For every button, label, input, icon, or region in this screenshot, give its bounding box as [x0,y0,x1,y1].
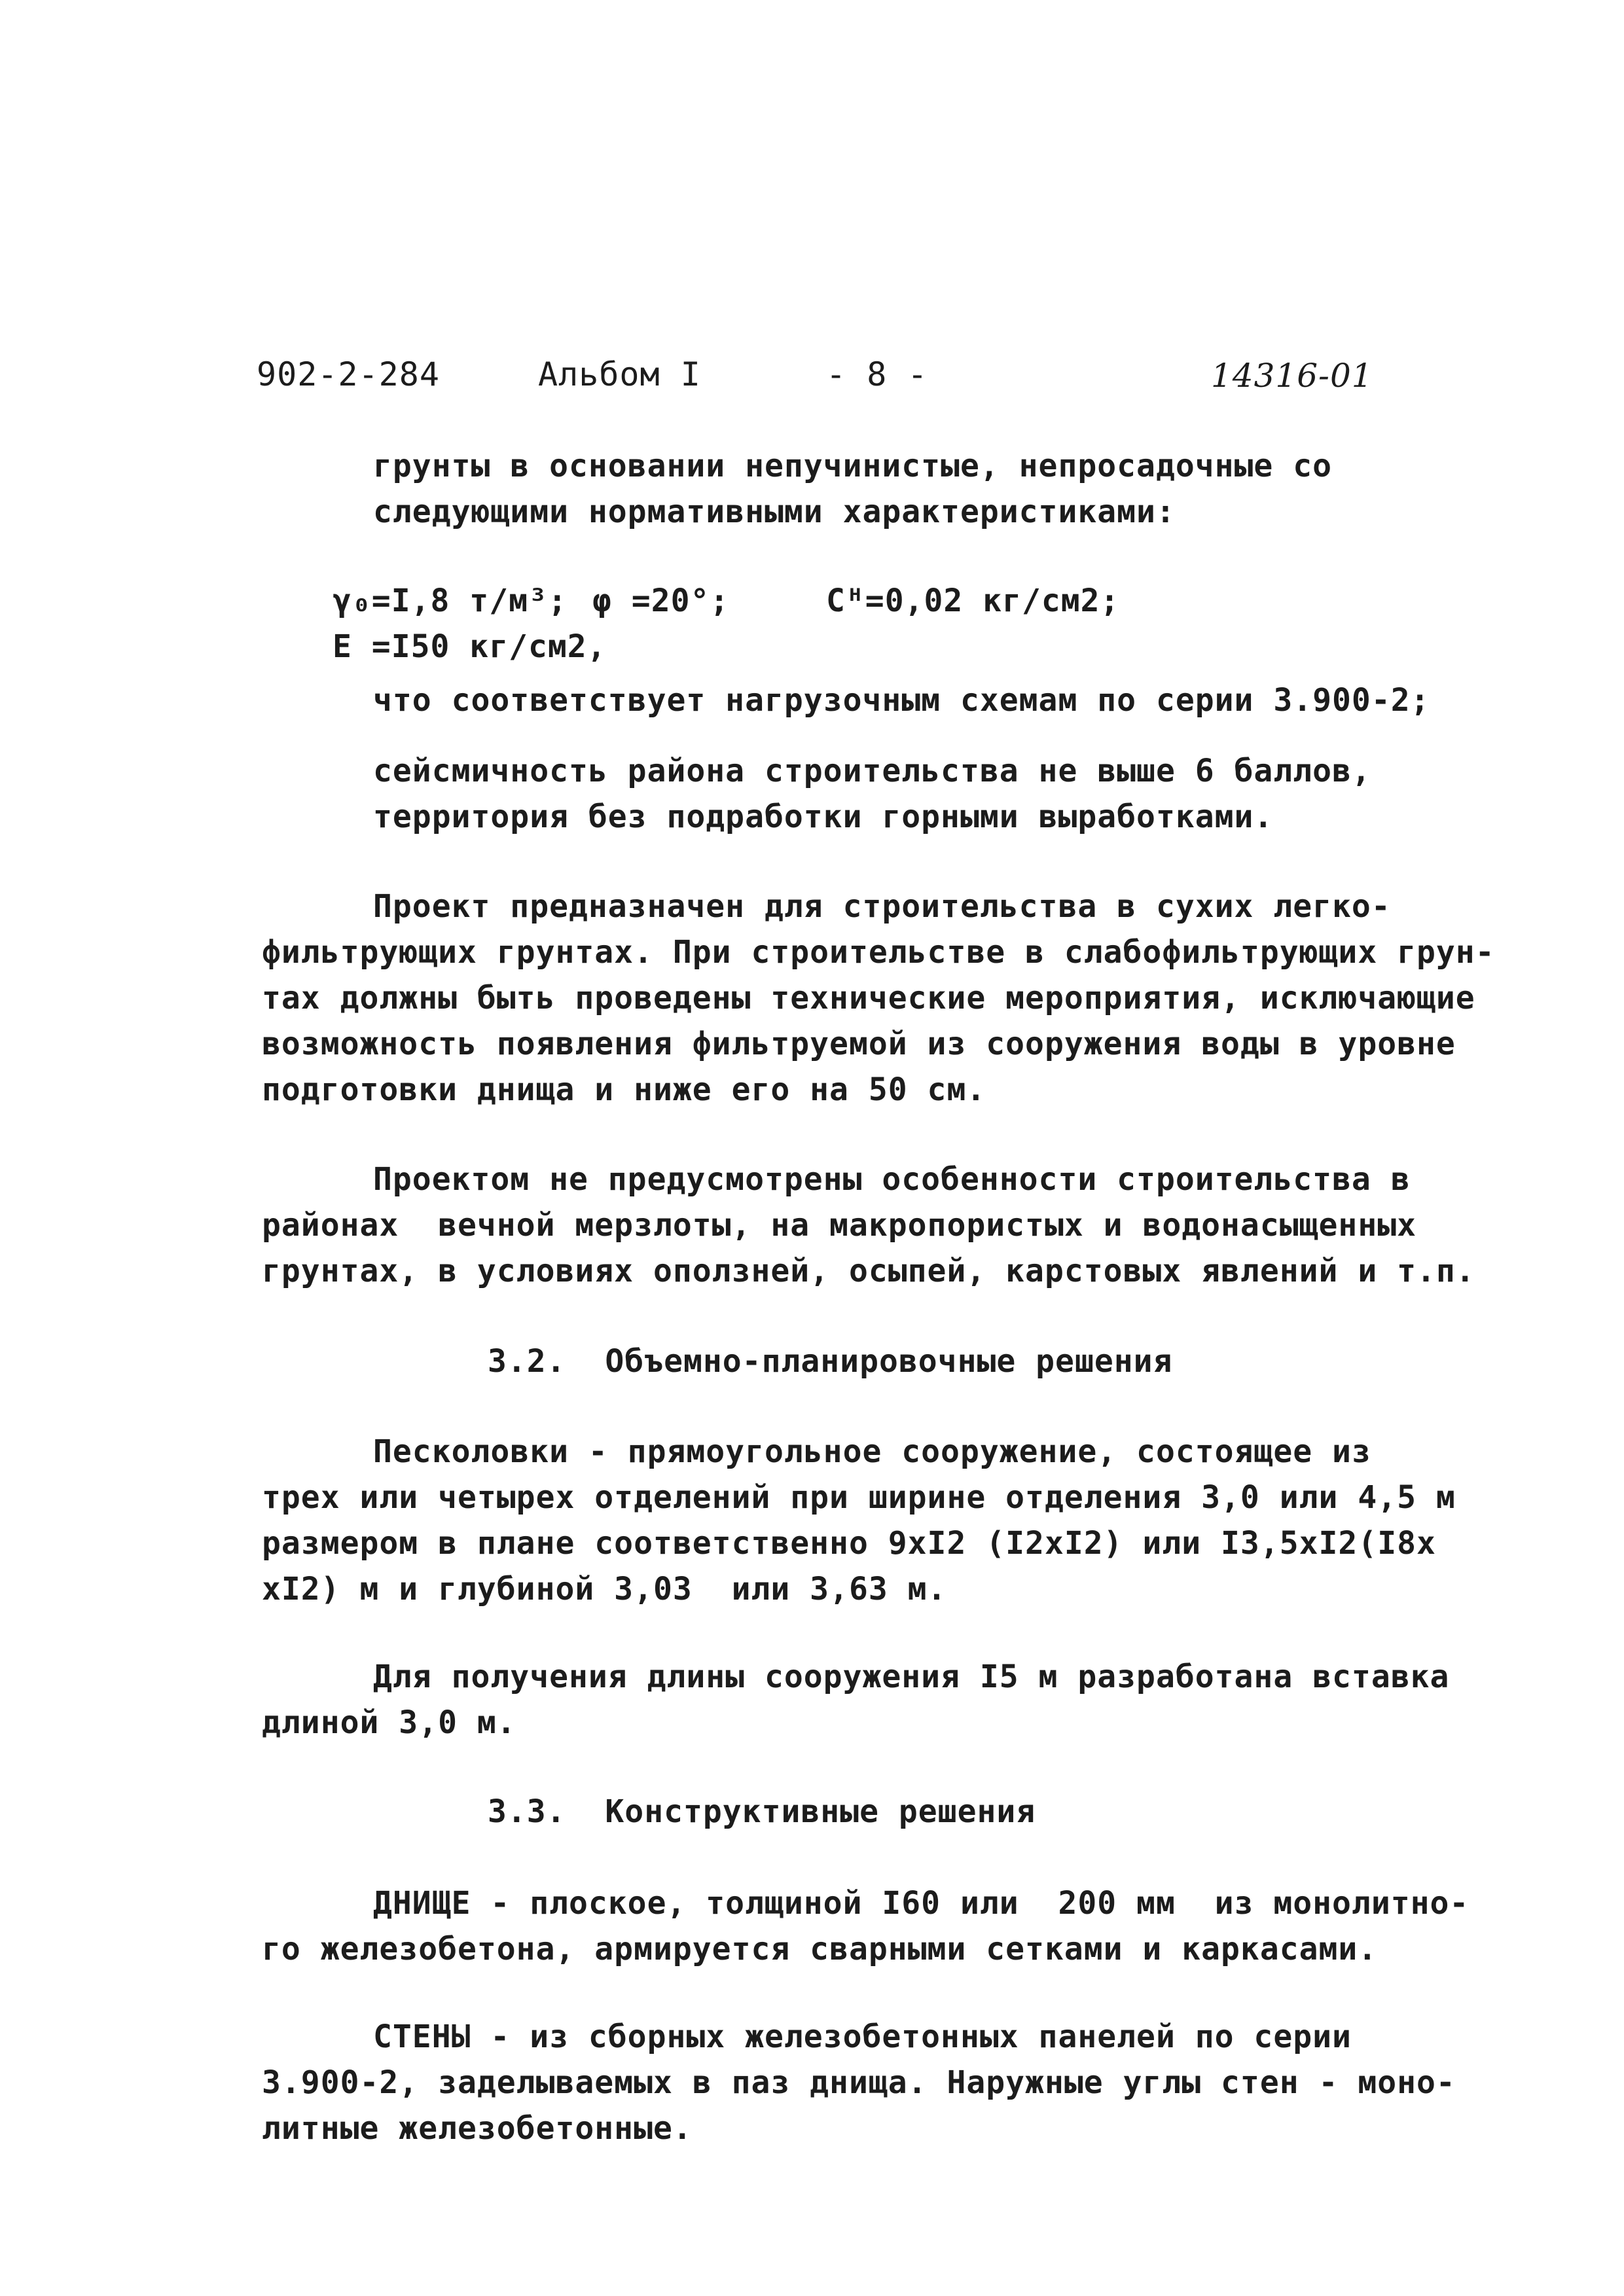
purpose-line-5: подготовки днища и ниже его на 50 см. [262,1071,986,1108]
seismic-line-2: территория без подработки горными выработками. [373,798,1274,835]
exclusions-line-2: районах вечной мерзлоты, на макропористых и водонасыщенных [262,1207,1417,1244]
insert-line-1: Для получения длины сооружения I5 м разработана вставка [373,1659,1450,1695]
insert-line-2: длиной 3,0 м. [262,1704,516,1741]
purpose-line-2: фильтрующих грунтах. При строительстве в слабофильтрующих грун- [262,934,1495,971]
purpose-line-3: тах должны быть проведены технические мероприятия, исключающие [262,980,1475,1016]
sandtrap-line-3: размером в плане соответственно 9xI2 (I2xI2) или I3,5xI2(I8x [262,1525,1436,1562]
formula-friction-angle: φ =20°; [592,583,730,619]
walls-line-2: 3.900-2, заделываемых в паз днища. Наружные углы стен - моно- [262,2064,1456,2101]
walls-line-1: СТЕНЫ - из сборных железобетонных панелей по серии [373,2018,1352,2055]
page-number: - 8 - [826,355,928,393]
section-3-2-title: 3.2. Объемно-планировочные решения [488,1343,1173,1380]
soil-line-2: следующими нормативными характеристиками: [373,493,1176,530]
sandtrap-line-2: трех или четырех отделений при ширине отделения 3,0 или 4,5 м [262,1479,1456,1516]
formula-density: γ₀=I,8 т/м³; [333,583,568,619]
soil-line-1: грунты в основании непучинистые, непросадочные со [373,448,1333,484]
bottom-line-2: го железобетона, армируется сварными сетками и каркасами. [262,1931,1378,1967]
purpose-line-1: Проект предназначен для строительства в сухих легко- [373,888,1391,925]
seismic-line-1: сейсмичность района строительства не выше 6 баллов, [373,753,1371,789]
album-label: Альбом I [538,355,701,393]
bottom-line-1: ДНИЩЕ - плоское, толщиной I60 или 200 мм из монолитно- [373,1885,1470,1922]
exclusions-line-3: грунтах, в условиях оползней, осыпей, карстовых явлений и т.п. [262,1253,1475,1289]
document-code: 902-2-284 [257,355,440,393]
soil-line-3: что соответствует нагрузочным схемам по серии 3.900-2; [373,682,1430,719]
inventory-number: 14316-01 [1211,357,1373,395]
walls-line-3: литные железобетонные. [262,2110,693,2147]
sandtrap-line-4: xI2) м и глубиной 3,03 или 3,63 м. [262,1571,947,1607]
purpose-line-4: возможность появления фильтруемой из сооружения воды в уровне [262,1026,1456,1062]
formula-cohesion: Cᴴ=0,02 кг/см2; [826,583,1120,619]
formula-modulus: E =I50 кг/см2, [333,628,607,665]
exclusions-line-1: Проектом не предусмотрены особенности строительства в [373,1161,1411,1198]
section-3-3-title: 3.3. Конструктивные решения [488,1793,1036,1830]
sandtrap-line-1: Песколовки - прямоугольное сооружение, состоящее из [373,1433,1371,1470]
